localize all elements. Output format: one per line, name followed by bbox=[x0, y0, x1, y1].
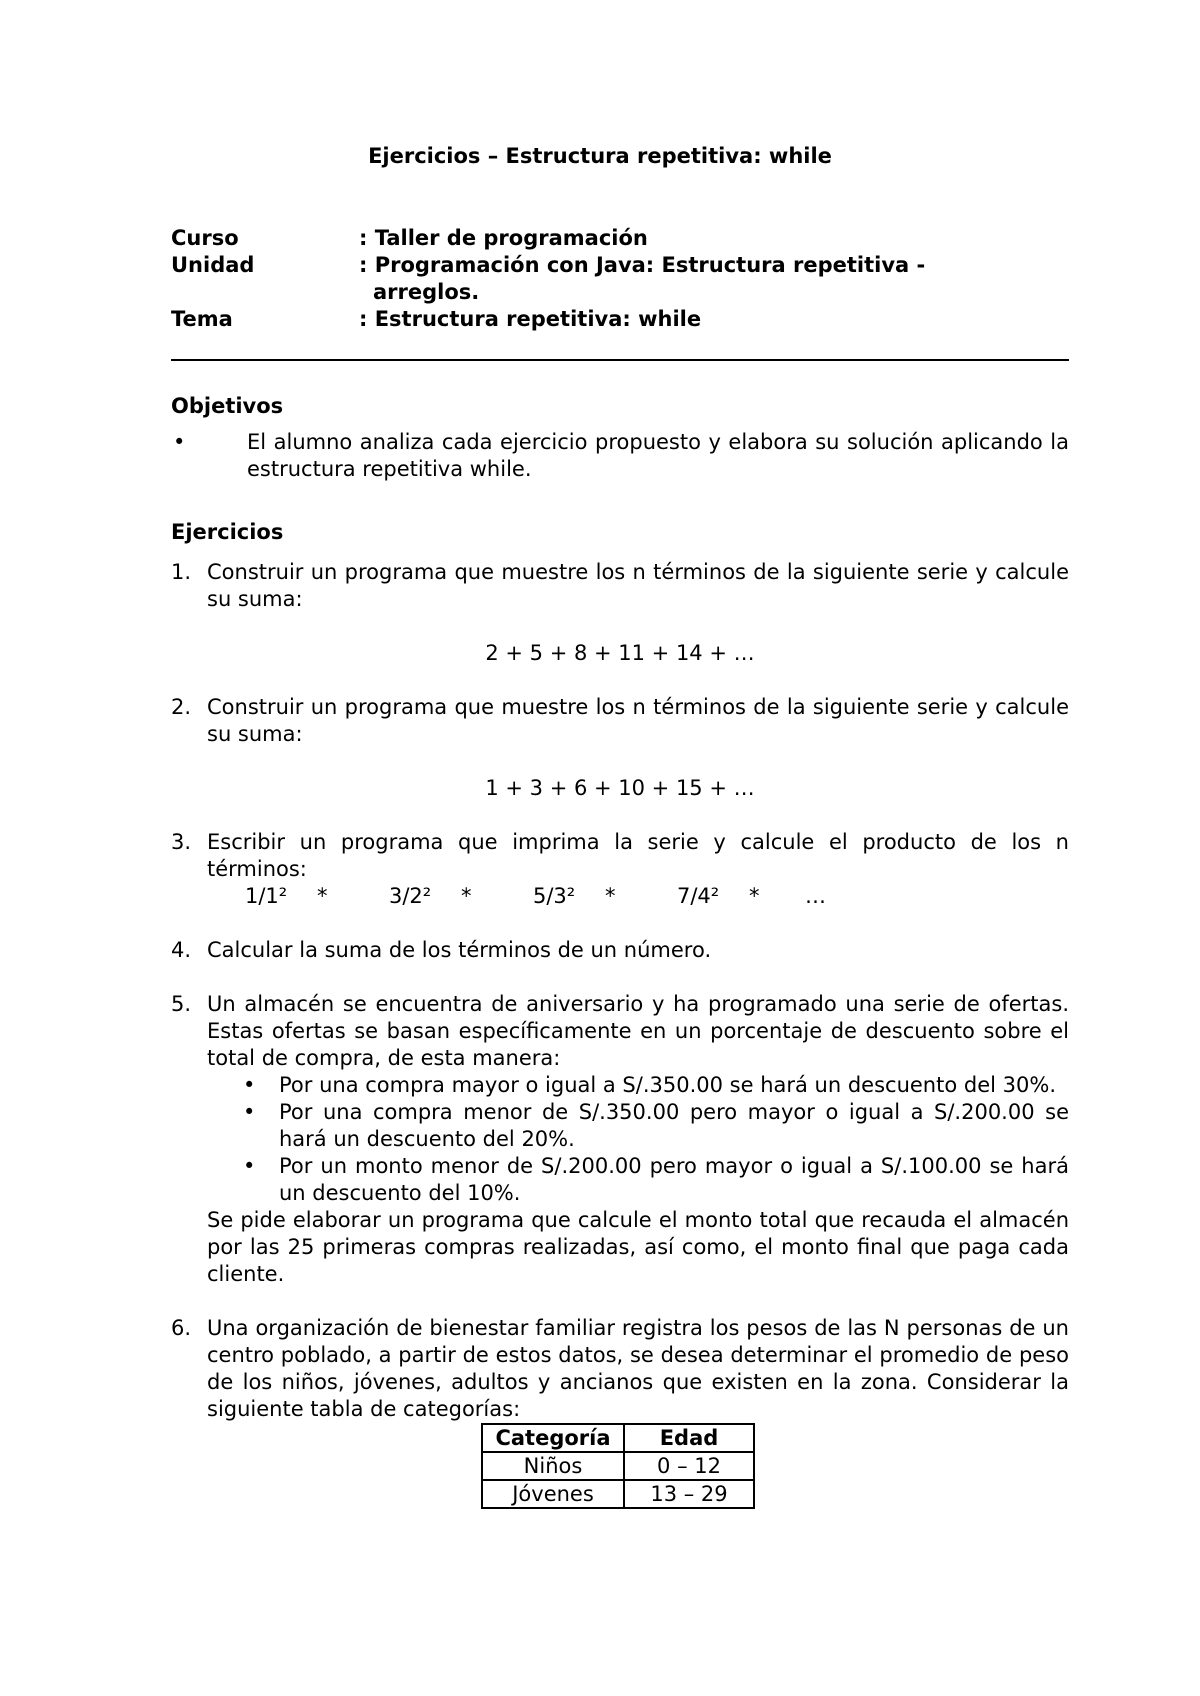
unit-value-line1: : Programación con Java: Estructura repetitiva - bbox=[359, 253, 926, 277]
exercise-text: Construir un programa que muestre los n términos de la siguiente serie y calcule su suma: bbox=[207, 695, 1069, 746]
exercise-text: Un almacén se encuentra de aniversario y ha programado una serie de ofertas. Estas ofertas se basan específicamente en un porcentaje de descuento sobre el total de compra, de esta manera: bbox=[207, 992, 1069, 1070]
series-term: 5/3² bbox=[533, 884, 576, 908]
list-item bbox=[207, 1072, 1069, 1099]
course-label: Curso bbox=[171, 226, 239, 250]
exercise-4 bbox=[171, 937, 1069, 964]
list-item-text: Por una compra mayor o igual a S/.350.00 se hará un descuento del 30%. bbox=[279, 1073, 1056, 1097]
exercise-number: 1. bbox=[171, 560, 192, 584]
table-row bbox=[482, 1480, 754, 1508]
objective-item bbox=[171, 429, 1069, 483]
series-formula: 2 + 5 + 8 + 11 + 14 + … bbox=[485, 641, 755, 665]
table-cell: Niños bbox=[482, 1452, 624, 1480]
exercise-text: Construir un programa que muestre los n términos de la siguiente serie y calcule su suma: bbox=[207, 560, 1069, 611]
column-header: Edad bbox=[624, 1424, 754, 1452]
table-cell: Jóvenes bbox=[482, 1480, 624, 1508]
series-formula: 1 + 3 + 6 + 10 + 15 + … bbox=[485, 776, 755, 800]
series-ellipsis: … bbox=[805, 884, 826, 908]
table-cell: 0 – 12 bbox=[624, 1452, 754, 1480]
objective-text: El alumno analiza cada ejercicio propuesto y elabora su solución aplicando la estructura repetitiva while. bbox=[247, 430, 1069, 481]
multiply-sign: * bbox=[605, 884, 616, 908]
list-item-text: Por una compra menor de S/.350.00 pero mayor o igual a S/.200.00 se hará un descuento del 20%. bbox=[279, 1100, 1069, 1151]
exercise-3 bbox=[171, 829, 1069, 910]
topic-row bbox=[171, 306, 1071, 333]
product-series bbox=[207, 883, 1069, 910]
exercise-5 bbox=[171, 991, 1069, 1288]
column-header: Categoría bbox=[482, 1424, 624, 1452]
exercise-2 bbox=[171, 694, 1069, 802]
multiply-sign: * bbox=[749, 884, 760, 908]
document-body bbox=[171, 393, 1069, 1536]
course-row bbox=[171, 225, 1071, 252]
page-title: Ejercicios – Estructura repetitiva: while bbox=[368, 144, 832, 168]
unit-label: Unidad bbox=[171, 253, 255, 277]
exercise-number: 3. bbox=[171, 830, 192, 854]
exercise-number: 6. bbox=[171, 1316, 192, 1340]
exercise-text: Escribir un programa que imprima la serie y calcule el producto de los n términos: bbox=[207, 830, 1069, 881]
series-term: 1/1² bbox=[245, 884, 288, 908]
exercises-heading: Ejercicios bbox=[171, 520, 284, 544]
bullet-icon: • bbox=[243, 1073, 256, 1097]
topic-label: Tema bbox=[171, 307, 233, 331]
exercises-list bbox=[171, 559, 1069, 1509]
multiply-sign: * bbox=[461, 884, 472, 908]
unit-value bbox=[359, 252, 939, 306]
multiply-sign: * bbox=[317, 884, 328, 908]
topic-value: : Estructura repetitiva: while bbox=[359, 307, 702, 331]
objectives-list bbox=[171, 429, 1069, 483]
unit-row bbox=[171, 252, 1071, 306]
bullet-icon: • bbox=[243, 1154, 256, 1178]
exercise-text: Calcular la suma de los términos de un número. bbox=[207, 938, 712, 962]
course-info bbox=[171, 225, 1071, 333]
list-item-text: Por un monto menor de S/.200.00 pero mayor o igual a S/.100.00 se hará un descuento del 10%. bbox=[279, 1154, 1069, 1205]
course-value: : Taller de programación bbox=[359, 226, 648, 250]
exercise-6 bbox=[171, 1315, 1069, 1509]
table-row bbox=[482, 1452, 754, 1480]
bullet-icon: • bbox=[243, 1100, 256, 1124]
series-term: 3/2² bbox=[389, 884, 432, 908]
table-header-row bbox=[482, 1424, 754, 1452]
header-divider bbox=[171, 359, 1069, 361]
objectives-heading: Objetivos bbox=[171, 394, 284, 418]
list-item bbox=[207, 1153, 1069, 1207]
category-table bbox=[481, 1423, 755, 1509]
discount-list bbox=[207, 1072, 1069, 1207]
series-term: 7/4² bbox=[677, 884, 720, 908]
exercise-1 bbox=[171, 559, 1069, 667]
exercise-number: 5. bbox=[171, 992, 192, 1016]
exercise-number: 2. bbox=[171, 695, 192, 719]
bullet-icon: • bbox=[173, 430, 186, 454]
table-cell: 13 – 29 bbox=[624, 1480, 754, 1508]
list-item bbox=[207, 1099, 1069, 1153]
exercise-closing-text: Se pide elaborar un programa que calcule el monto total que recauda el almacén por las 25 primeras compras realizadas, así como, el monto final que paga cada cliente. bbox=[207, 1208, 1069, 1286]
exercise-text: Una organización de bienestar familiar registra los pesos de las N personas de un centro poblado, a partir de estos datos, se desea determinar el promedio de peso de los niños, jóvenes, adultos y ancianos que existen en la zona. Considerar la siguiente tabla de categorías: bbox=[207, 1316, 1069, 1421]
unit-value-line2: arreglos. bbox=[373, 280, 480, 304]
exercise-number: 4. bbox=[171, 938, 192, 962]
